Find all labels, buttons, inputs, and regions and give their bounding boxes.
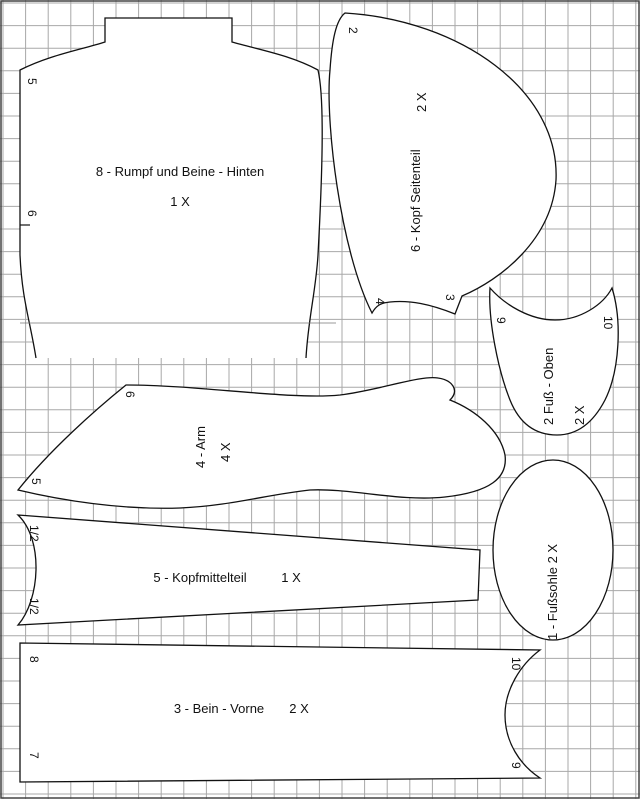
kopf-seitenteil-title: 6 - Kopf Seitenteil <box>408 149 423 252</box>
fuss-oben-title: 2 Fuß - Oben <box>541 347 556 425</box>
piece-fusssohle <box>493 460 613 640</box>
bein-vorne-count: 2 X <box>289 701 309 716</box>
rumpf-title: 8 - Rumpf und Beine - Hinten <box>95 164 265 179</box>
arm-count: 4 X <box>218 442 233 462</box>
rumpf-mark-6: 6 <box>25 210 39 217</box>
rumpf-outline <box>20 18 322 358</box>
arm-title: 4 - Arm <box>193 426 208 468</box>
arm-mark-5: 5 <box>29 478 43 485</box>
kopfmittelteil-mark-bottom: 1/2 <box>27 598 41 615</box>
kopfmittelteil-mark-top: 1/2 <box>27 525 41 542</box>
rumpf-count: 1 X <box>170 194 190 209</box>
rumpf-mark-5: 5 <box>25 78 39 85</box>
fusssohle-title: 1 - Fußsohle 2 X <box>545 543 560 640</box>
arm-mark-6: 6 <box>123 391 137 398</box>
fuss-oben-mark-9: 9 <box>494 317 508 324</box>
kopf-seitenteil-mark-2: 2 <box>346 27 360 34</box>
kopfmittelteil-count: 1 X <box>281 570 301 585</box>
piece-rumpf-beine-hinten <box>20 18 336 358</box>
bein-vorne-mark-9: 9 <box>509 762 523 769</box>
kopf-seitenteil-count: 2 X <box>414 92 429 112</box>
bein-vorne-outline <box>20 643 540 782</box>
fuss-oben-mark-10: 10 <box>601 316 615 330</box>
kopfmittelteil-title: 5 - Kopfmittelteil <box>153 570 247 585</box>
fuss-oben-count: 2 X <box>572 405 587 425</box>
bein-vorne-mark-7: 7 <box>27 752 41 759</box>
bein-vorne-mark-8: 8 <box>27 656 41 663</box>
piece-bein-vorne <box>20 643 540 782</box>
bein-vorne-title: 3 - Bein - Vorne <box>173 701 265 716</box>
kopf-seitenteil-mark-4: 4 <box>373 298 387 305</box>
bein-vorne-mark-10: 10 <box>509 657 523 671</box>
kopf-seitenteil-mark-3: 3 <box>443 294 457 301</box>
